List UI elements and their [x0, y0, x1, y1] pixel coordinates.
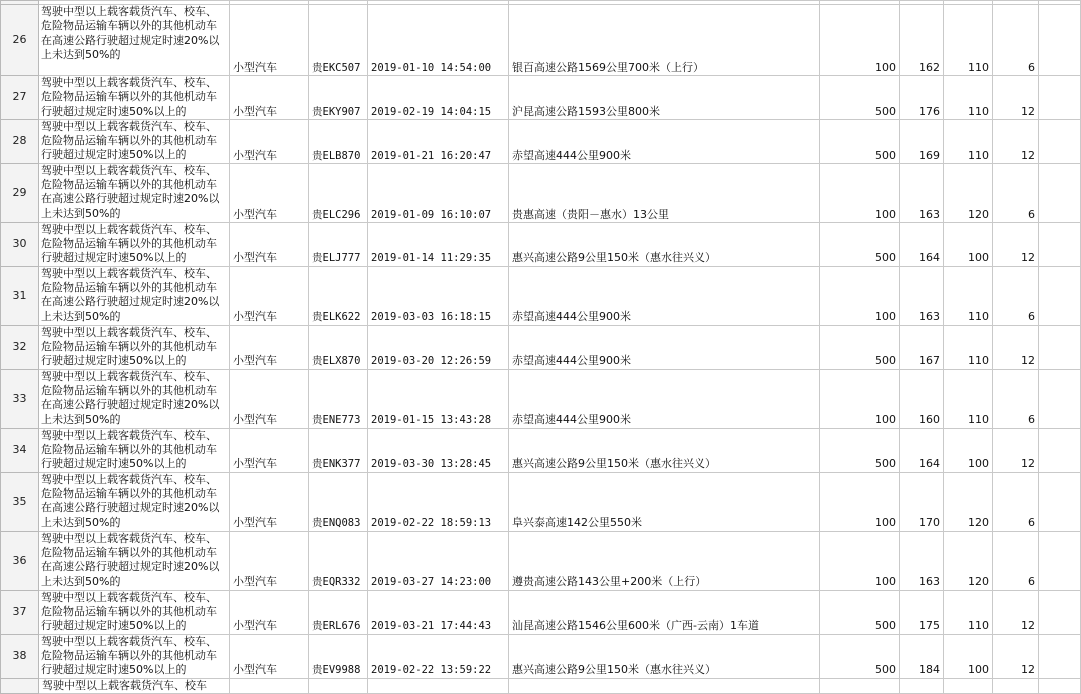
row-number: 29: [1, 163, 39, 222]
row-number: 27: [1, 76, 39, 120]
cell-points[interactable]: 6: [993, 472, 1039, 531]
table-row: [1, 222, 1081, 266]
cell-fine[interactable]: 500: [820, 428, 900, 472]
cell-points[interactable]: 12: [993, 76, 1039, 120]
cell-violation-time[interactable]: 2019-01-09 16:10:07: [368, 163, 509, 222]
cell-empty[interactable]: [1039, 222, 1081, 266]
cell-fine[interactable]: 500: [820, 634, 900, 678]
table-row: [1, 76, 1081, 120]
cell-empty[interactable]: [1039, 266, 1081, 325]
cell-violation-time[interactable]: 2019-02-19 14:04:15: [368, 76, 509, 120]
table-row-bottom-partial: [1, 678, 1081, 693]
cell-violation-description[interactable]: 驾驶中型以上载客载货汽车、校车、危险物品运输车辆以外的其他机动车在高速公路行驶超过规定时速20%以上未达到50%的: [39, 5, 230, 76]
table-row: [1, 428, 1081, 472]
cell-violation-time[interactable]: 2019-03-20 12:26:59: [368, 325, 509, 369]
cell-location[interactable]: 汕昆高速公路1546公里600米（广西-云南）1车道: [509, 590, 820, 634]
cell-measured-speed[interactable]: 164: [900, 428, 944, 472]
cell-plate-number[interactable]: 贵EKY907: [309, 76, 368, 120]
cell-vehicle-type[interactable]: 小型汽车: [230, 76, 309, 120]
cell-violation-time[interactable]: 2019-02-22 13:59:22: [368, 634, 509, 678]
cell-vehicle-type[interactable]: 小型汽车: [230, 5, 309, 76]
cell-violation-time[interactable]: 2019-03-30 13:28:45: [368, 428, 509, 472]
cell-fine[interactable]: 500: [820, 76, 900, 120]
cell-vehicle-type[interactable]: 小型汽车: [230, 590, 309, 634]
cell-partial: [1, 678, 39, 693]
cell-plate-number[interactable]: 贵ERL676: [309, 590, 368, 634]
row-number: 28: [1, 119, 39, 163]
cell-measured-speed[interactable]: 167: [900, 325, 944, 369]
cell-speed-limit[interactable]: 110: [944, 590, 993, 634]
cell-points[interactable]: 12: [993, 325, 1039, 369]
cell-violation-description[interactable]: 驾驶中型以上载客载货汽车、校车、危险物品运输车辆以外的其他机动车行驶超过规定时速50%以上的: [39, 222, 230, 266]
row-number: 38: [1, 634, 39, 678]
cell-fine[interactable]: 100: [820, 472, 900, 531]
row-number: 37: [1, 590, 39, 634]
cell-measured-speed[interactable]: 163: [900, 531, 944, 590]
cell-fine[interactable]: 500: [820, 325, 900, 369]
cell-location[interactable]: 惠兴高速公路9公里150米（惠水往兴义）: [509, 222, 820, 266]
cell-measured-speed[interactable]: 169: [900, 119, 944, 163]
table-row: [1, 634, 1081, 678]
cell-empty[interactable]: [1039, 590, 1081, 634]
cell-fine[interactable]: 100: [820, 369, 900, 428]
cell-location[interactable]: 贵惠高速（贵阳－惠水）13公里: [509, 163, 820, 222]
cell-violation-description[interactable]: 驾驶中型以上载客载货汽车、校车、危险物品运输车辆以外的其他机动车在高速公路行驶超过规定时速20%以上未达到50%的: [39, 531, 230, 590]
cell-speed-limit[interactable]: 120: [944, 531, 993, 590]
table-row: [1, 5, 1081, 76]
cell-partial[interactable]: [368, 678, 509, 693]
cell-location[interactable]: 银百高速公路1569公里700米（上行）: [509, 5, 820, 76]
cell-points[interactable]: 12: [993, 634, 1039, 678]
cell-fine[interactable]: 500: [820, 119, 900, 163]
cell-location[interactable]: 赤望高速444公里900米: [509, 325, 820, 369]
row-number: 30: [1, 222, 39, 266]
cell-plate-number[interactable]: 贵EV9988: [309, 634, 368, 678]
table-row: [1, 369, 1081, 428]
row-number: 32: [1, 325, 39, 369]
cell-plate-number[interactable]: 贵ELK622: [309, 266, 368, 325]
cell-violation-time[interactable]: 2019-01-21 16:20:47: [368, 119, 509, 163]
cell-points[interactable]: 12: [993, 428, 1039, 472]
cell-violation-description[interactable]: 驾驶中型以上载客载货汽车、校车、危险物品运输车辆以外的其他机动车行驶超过规定时速50%以上的: [39, 325, 230, 369]
cell-partial[interactable]: [309, 678, 368, 693]
cell-empty[interactable]: [1039, 76, 1081, 120]
table-row: [1, 266, 1081, 325]
row-number: 36: [1, 531, 39, 590]
cell-violation-time[interactable]: 2019-01-10 14:54:00: [368, 5, 509, 76]
cell-partial[interactable]: [900, 678, 944, 693]
cell-fine[interactable]: 100: [820, 531, 900, 590]
row-number: 33: [1, 369, 39, 428]
cell-speed-limit[interactable]: 110: [944, 369, 993, 428]
cell-vehicle-type[interactable]: 小型汽车: [230, 369, 309, 428]
cell-speed-limit[interactable]: 100: [944, 634, 993, 678]
cell-points[interactable]: 12: [993, 222, 1039, 266]
cell-location[interactable]: 赤望高速444公里900米: [509, 369, 820, 428]
cell-speed-limit[interactable]: 110: [944, 325, 993, 369]
cell-violation-description[interactable]: 驾驶中型以上载客载货汽车、校车、危险物品运输车辆以外的其他机动车行驶超过规定时速50%以上的: [39, 119, 230, 163]
cell-location[interactable]: 赤望高速444公里900米: [509, 119, 820, 163]
cell-points[interactable]: 12: [993, 119, 1039, 163]
cell-measured-speed[interactable]: 170: [900, 472, 944, 531]
cell-vehicle-type[interactable]: 小型汽车: [230, 222, 309, 266]
cell-violation-time[interactable]: 2019-02-22 18:59:13: [368, 472, 509, 531]
cell-points[interactable]: 6: [993, 531, 1039, 590]
cell-empty[interactable]: [1039, 634, 1081, 678]
cell-violation-description-partial[interactable]: 驾驶中型以上载客载货汽车、校车: [39, 678, 230, 693]
cell-speed-limit[interactable]: 110: [944, 266, 993, 325]
cell-violation-description[interactable]: 驾驶中型以上载客载货汽车、校车、危险物品运输车辆以外的其他机动车行驶超过规定时速50%以上的: [39, 76, 230, 120]
cell-fine[interactable]: 100: [820, 5, 900, 76]
cell-empty[interactable]: [1039, 163, 1081, 222]
cell-violation-description[interactable]: 驾驶中型以上载客载货汽车、校车、危险物品运输车辆以外的其他机动车在高速公路行驶超过规定时速20%以上未达到50%的: [39, 472, 230, 531]
cell-violation-time[interactable]: 2019-03-27 14:23:00: [368, 531, 509, 590]
cell-plate-number[interactable]: 贵ELX870: [309, 325, 368, 369]
cell-violation-description[interactable]: 驾驶中型以上载客载货汽车、校车、危险物品运输车辆以外的其他机动车在高速公路行驶超过规定时速20%以上未达到50%的: [39, 369, 230, 428]
cell-vehicle-type[interactable]: 小型汽车: [230, 531, 309, 590]
cell-location[interactable]: 阜兴泰高速142公里550米: [509, 472, 820, 531]
cell-plate-number[interactable]: 贵ENQ083: [309, 472, 368, 531]
cell-measured-speed[interactable]: 176: [900, 76, 944, 120]
cell-plate-number[interactable]: 贵ELC296: [309, 163, 368, 222]
cell-location[interactable]: 惠兴高速公路9公里150米（惠水往兴义）: [509, 428, 820, 472]
cell-violation-time[interactable]: 2019-01-14 11:29:35: [368, 222, 509, 266]
table-row: [1, 531, 1081, 590]
cell-measured-speed[interactable]: 175: [900, 590, 944, 634]
cell-empty[interactable]: [1039, 325, 1081, 369]
cell-partial[interactable]: [820, 678, 900, 693]
cell-violation-description[interactable]: 驾驶中型以上载客载货汽车、校车、危险物品运输车辆以外的其他机动车在高速公路行驶超过规定时速20%以上未达到50%的: [39, 163, 230, 222]
cell-violation-description[interactable]: 驾驶中型以上载客载货汽车、校车、危险物品运输车辆以外的其他机动车行驶超过规定时速50%以上的: [39, 428, 230, 472]
cell-plate-number[interactable]: 贵EQR332: [309, 531, 368, 590]
row-number: 26: [1, 5, 39, 76]
cell-points[interactable]: 6: [993, 266, 1039, 325]
cell-violation-time[interactable]: 2019-03-21 17:44:43: [368, 590, 509, 634]
cell-plate-number[interactable]: 贵ENE773: [309, 369, 368, 428]
cell-vehicle-type[interactable]: 小型汽车: [230, 472, 309, 531]
cell-measured-speed[interactable]: 163: [900, 163, 944, 222]
cell-speed-limit[interactable]: 120: [944, 163, 993, 222]
cell-vehicle-type[interactable]: 小型汽车: [230, 119, 309, 163]
cell-location[interactable]: 沪昆高速公路1593公里800米: [509, 76, 820, 120]
cell-plate-number[interactable]: 贵ELB870: [309, 119, 368, 163]
cell-speed-limit[interactable]: 110: [944, 5, 993, 76]
row-number: 31: [1, 266, 39, 325]
cell-measured-speed[interactable]: 184: [900, 634, 944, 678]
cell-empty[interactable]: [1039, 369, 1081, 428]
cell-vehicle-type[interactable]: 小型汽车: [230, 163, 309, 222]
cell-partial[interactable]: [993, 678, 1039, 693]
cell-points[interactable]: 6: [993, 369, 1039, 428]
cell-speed-limit[interactable]: 110: [944, 76, 993, 120]
cell-vehicle-type[interactable]: 小型汽车: [230, 266, 309, 325]
cell-partial[interactable]: [1039, 678, 1081, 693]
table-row: [1, 590, 1081, 634]
cell-fine[interactable]: 100: [820, 163, 900, 222]
cell-vehicle-type[interactable]: 小型汽车: [230, 325, 309, 369]
cell-fine[interactable]: 100: [820, 266, 900, 325]
cell-violation-description[interactable]: 驾驶中型以上载客载货汽车、校车、危险物品运输车辆以外的其他机动车行驶超过规定时速50%以上的: [39, 634, 230, 678]
cell-measured-speed[interactable]: 162: [900, 5, 944, 76]
cell-empty[interactable]: [1039, 428, 1081, 472]
cell-plate-number[interactable]: 贵ELJ777: [309, 222, 368, 266]
cell-vehicle-type[interactable]: 小型汽车: [230, 428, 309, 472]
cell-violation-description[interactable]: 驾驶中型以上载客载货汽车、校车、危险物品运输车辆以外的其他机动车行驶超过规定时速50%以上的: [39, 590, 230, 634]
cell-violation-description[interactable]: 驾驶中型以上载客载货汽车、校车、危险物品运输车辆以外的其他机动车在高速公路行驶超过规定时速20%以上未达到50%的: [39, 266, 230, 325]
row-number: 35: [1, 472, 39, 531]
cell-plate-number[interactable]: 贵EKC507: [309, 5, 368, 76]
cell-points[interactable]: 6: [993, 163, 1039, 222]
cell-location[interactable]: 遵贵高速公路143公里+200米（上行）: [509, 531, 820, 590]
cell-violation-time[interactable]: 2019-01-15 13:43:28: [368, 369, 509, 428]
cell-empty[interactable]: [1039, 119, 1081, 163]
cell-measured-speed[interactable]: 160: [900, 369, 944, 428]
cell-partial[interactable]: [509, 678, 820, 693]
cell-speed-limit[interactable]: 110: [944, 119, 993, 163]
cell-empty[interactable]: [1039, 531, 1081, 590]
cell-points[interactable]: 12: [993, 590, 1039, 634]
cell-violation-time[interactable]: 2019-03-03 16:18:15: [368, 266, 509, 325]
cell-measured-speed[interactable]: 164: [900, 222, 944, 266]
table-row: [1, 325, 1081, 369]
cell-measured-speed[interactable]: 163: [900, 266, 944, 325]
cell-fine[interactable]: 500: [820, 222, 900, 266]
cell-empty[interactable]: [1039, 5, 1081, 76]
cell-partial[interactable]: [230, 678, 309, 693]
cell-points[interactable]: 6: [993, 5, 1039, 76]
cell-speed-limit[interactable]: 120: [944, 472, 993, 531]
cell-location[interactable]: 惠兴高速公路9公里150米（惠水往兴义）: [509, 634, 820, 678]
table-row: [1, 472, 1081, 531]
cell-vehicle-type[interactable]: 小型汽车: [230, 634, 309, 678]
cell-speed-limit[interactable]: 100: [944, 428, 993, 472]
cell-speed-limit[interactable]: 100: [944, 222, 993, 266]
cell-fine[interactable]: 500: [820, 590, 900, 634]
cell-empty[interactable]: [1039, 472, 1081, 531]
table-row: [1, 119, 1081, 163]
cell-partial[interactable]: [944, 678, 993, 693]
row-number: 34: [1, 428, 39, 472]
table-row: [1, 163, 1081, 222]
cell-location[interactable]: 赤望高速444公里900米: [509, 266, 820, 325]
cell-plate-number[interactable]: 贵ENK377: [309, 428, 368, 472]
